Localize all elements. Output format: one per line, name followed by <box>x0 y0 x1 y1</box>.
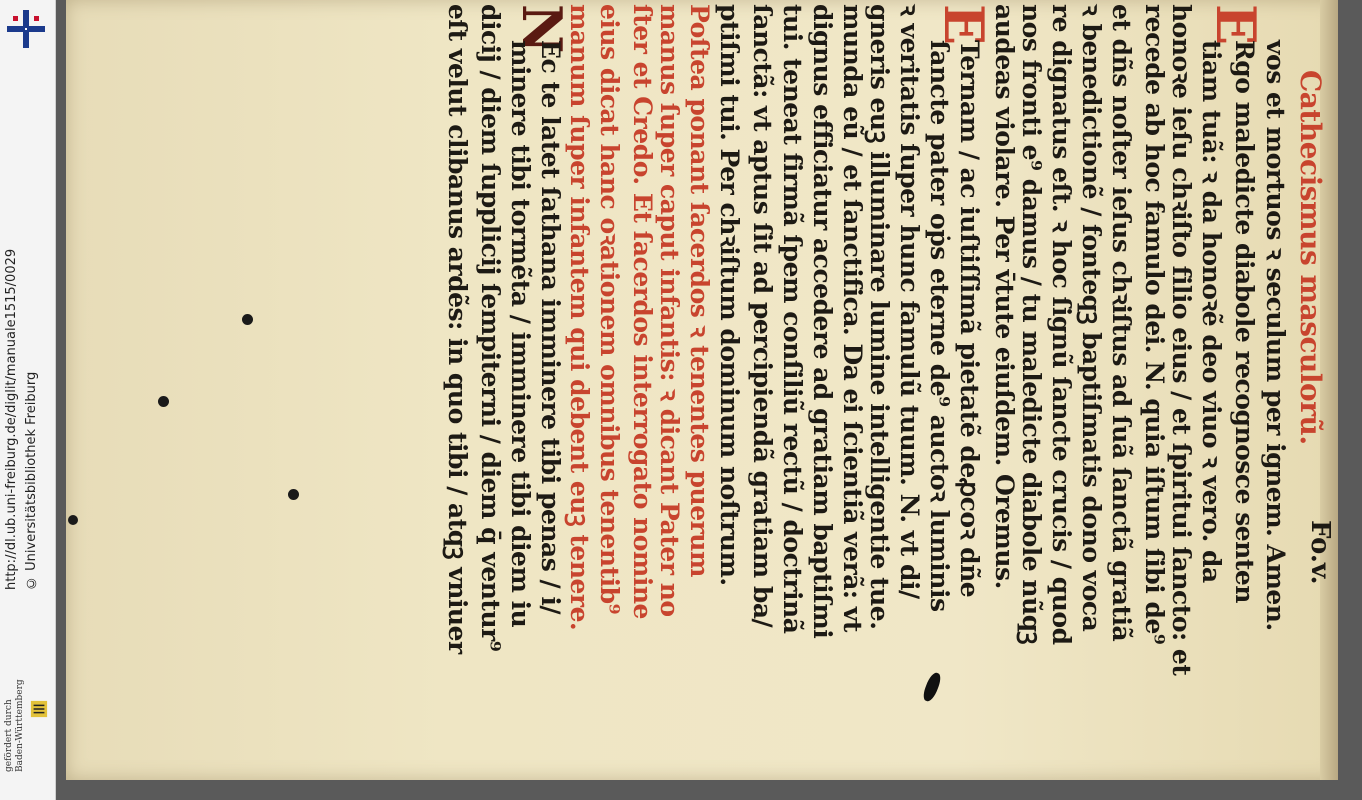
rubric-line: ſter et Credo. Et ſacerdos interrogato nomine <box>628 4 657 619</box>
rubric-line: manum ſuper infantem qui debent euꝫ tenere. <box>565 4 594 631</box>
text-line: tui. teneat firmã ſpem conſiliũ rectũ / doctrinã <box>778 4 807 634</box>
binding-hole <box>288 489 299 500</box>
text-line: ptiſmi tui. Per chꝛiſtum dominum noſtrum. <box>715 4 744 586</box>
binding-hole <box>68 515 78 525</box>
initial-letter: E <box>932 4 996 46</box>
rotated-text-block <box>411 0 1341 676</box>
initial-letter: N <box>510 4 574 54</box>
text-line: Ec te latet ſathana imminere tibi penas / i/ <box>536 40 565 614</box>
text-line: ſancte pater oṗs eterne de⁹ auctoꝛ luminis <box>925 40 954 612</box>
text-line: audeas violare. Per v̄tute eiuſdem. Oremus. <box>990 4 1019 589</box>
text-line: ſanctã: vt aptus ſit ad percipiendã gratiam ba/ <box>748 4 777 628</box>
rubric-line: manus ſuper caput infantis: ꝛ dicant Pater no <box>655 4 684 617</box>
ink-smudge <box>921 671 943 703</box>
text-line: dicij / diem ſupplicij ſempiterni / diem q̄ ventur⁹ <box>476 4 505 652</box>
text-line: honoꝛe ieſu chꝛiſto filio eius / et ſpiritui ſancto: et <box>1167 4 1196 676</box>
manuscript-page <box>66 0 1338 780</box>
text-line: tiam tuã: ꝛ da honoꝛẽ deo viuo ꝛ vero. da <box>1197 40 1226 583</box>
text-line: munda eũ / et ſanctifica. Da ei ſcientiã verã: vt <box>838 4 867 632</box>
viewer-sidebar <box>0 0 56 800</box>
copyright-notice: © Universitätsbibliothek Freiburg <box>24 371 39 590</box>
text-line: dignus efficiatur accedere ad gratiam baptiſmi <box>808 4 837 639</box>
page-heading: Cathecismus masculorũ. <box>1294 70 1327 445</box>
text-line: re dignatus eſt. ꝛ hoc ſignũ ſancte crucis / quod <box>1047 4 1076 645</box>
state-name: Baden-Württemberg <box>15 679 25 772</box>
text-line: ꝛ benedictionẽ / fonteqꝫ baptiſmatis dono voca <box>1077 4 1106 632</box>
text-line: minere tibi tormẽta / imminere tibi diem iu <box>506 40 535 628</box>
text-line: vos et mortuos ꝛ seculum per ignem. Amen. <box>1261 40 1290 631</box>
rubric-line: eius dicat hanc oꝛationem omnibus tenentib⁹ <box>595 4 624 615</box>
text-line: recede ab hoc famulo dei. N. quia iſtum ſibi de⁹ <box>1140 4 1169 645</box>
rubric-line: Poſtea ponant ſacerdos ꝛ tenentes puerum <box>685 4 714 577</box>
scan-viewport[interactable] <box>56 0 1362 800</box>
folio-number: Fo.v. <box>1305 520 1335 585</box>
text-line: eſt velut clibanus ardẽs: in quo tibi / atqꝫ vniuer <box>443 4 472 654</box>
funded-by-label: gefördert durch <box>4 699 14 772</box>
binding-hole <box>242 314 253 325</box>
text-line: nos fronti e⁹ damus / tu maledicte diabole nũqꝫ <box>1017 4 1046 645</box>
funding-badge <box>4 660 52 780</box>
binding-hole <box>158 396 169 407</box>
text-line: gneris euꝫ illuminare lumine intelligentie tue. <box>865 4 894 630</box>
text-line: Rgo maledicte diabole recognosce senten <box>1230 40 1259 603</box>
text-line: Ternam / ac iuſtiſſimã pietatẽ deꝓcoꝛ dñe <box>955 40 984 598</box>
document-url[interactable]: http://dl.ub.uni-freiburg.de/diglit/manuale1515/0029 <box>4 248 19 590</box>
state-coat-of-arms-icon <box>30 700 48 718</box>
text-line: ꝛ veritatis ſuper hunc famulũ tuum. N. vt di/ <box>895 4 924 599</box>
initial-letter: E <box>1204 4 1268 46</box>
text-line: et dñs noſter ieſus chꝛiſtus ad ſuã ſanctã gratiã <box>1107 4 1136 642</box>
university-logo-icon[interactable] <box>5 8 47 50</box>
attribution-text <box>2 180 42 590</box>
